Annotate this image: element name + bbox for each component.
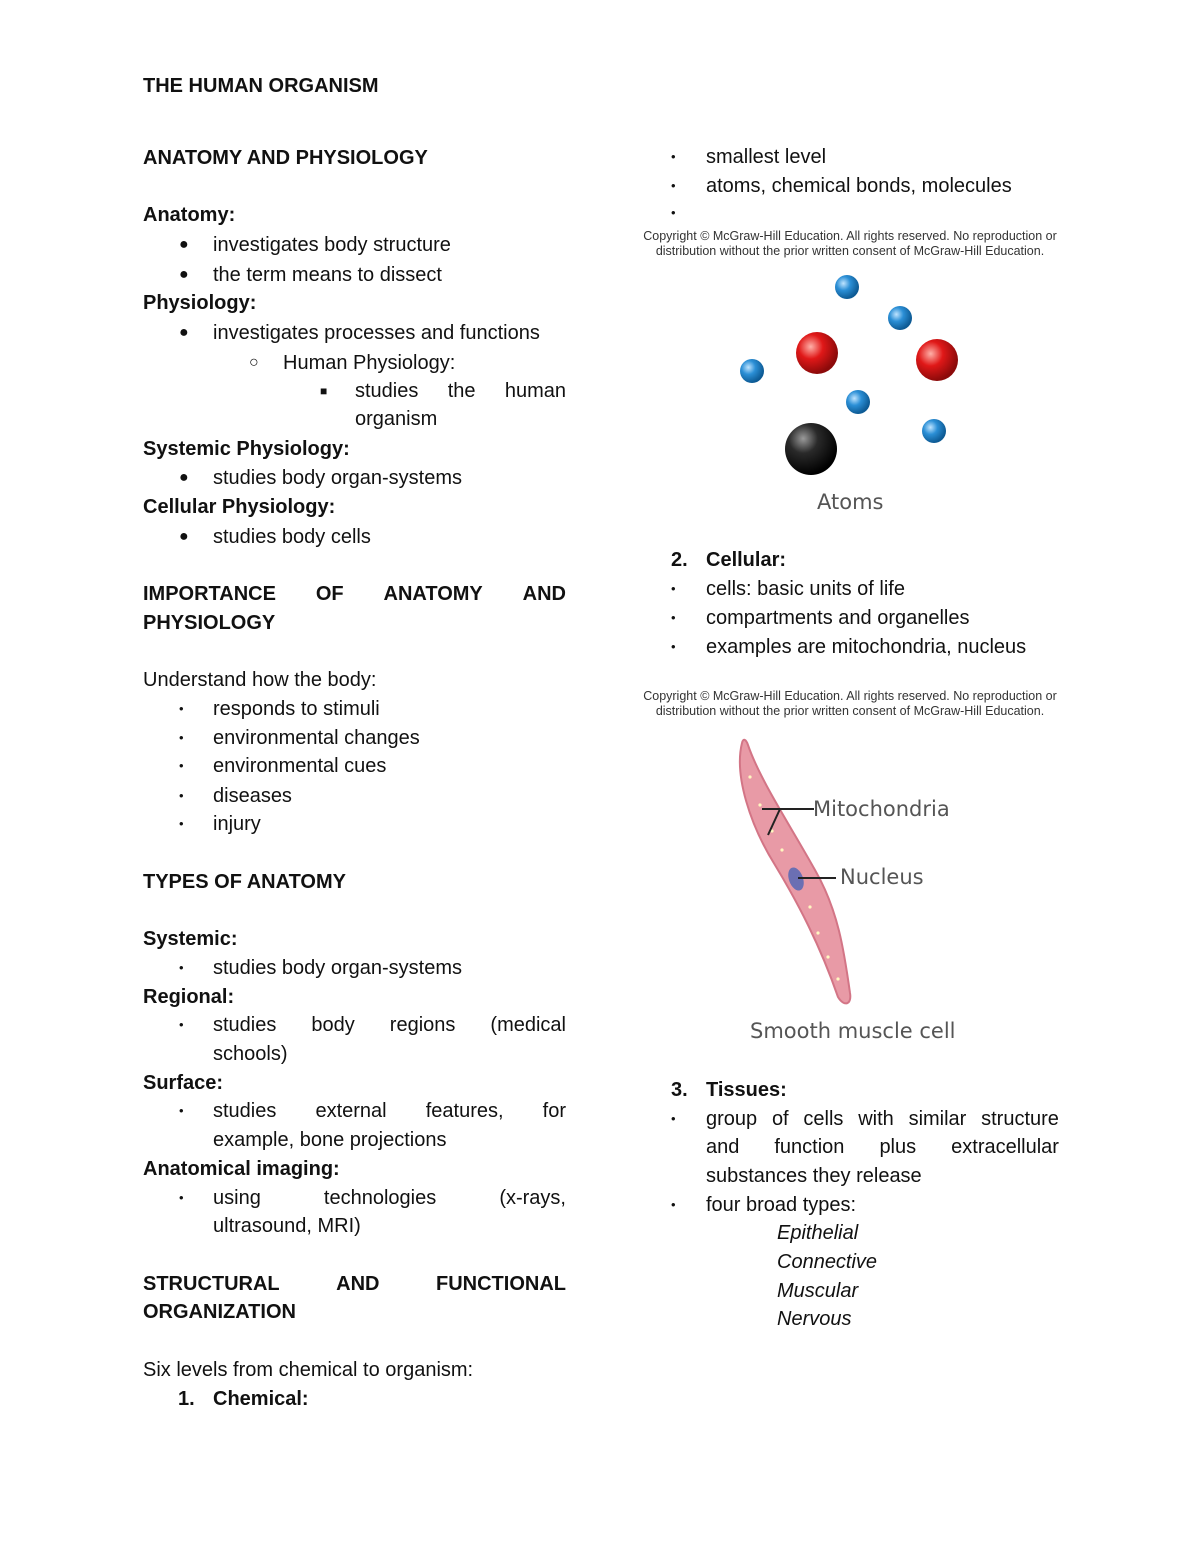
level-number: 3.: [671, 1079, 688, 1101]
word: body: [311, 1014, 355, 1036]
anatomy-item: investigates body structure: [213, 234, 451, 256]
physiology-label: Physiology:: [143, 292, 257, 314]
understand-item: responds to stimuli: [213, 698, 380, 720]
heading-structural: [143, 1272, 566, 1296]
heading-importance-cont: PHYSIOLOGY: [143, 612, 276, 634]
word: human: [504, 380, 566, 402]
word: STRUCTURAL: [143, 1273, 280, 1295]
understand-item: diseases: [213, 785, 292, 807]
mitochondrion: [816, 931, 819, 934]
word: for: [542, 1100, 566, 1122]
word: ANATOMY: [383, 583, 483, 605]
cellular-item: cells: basic units of life: [706, 578, 905, 600]
imaging-item-cont: ultrasound, MRI): [213, 1215, 361, 1237]
understand-intro: Understand how the body:: [143, 669, 377, 691]
bullet-icon: •: [671, 205, 676, 220]
systemic-physiology-item: studies body organ-systems: [213, 467, 463, 489]
word: extracellular: [951, 1136, 1059, 1158]
word: regions: [389, 1014, 456, 1036]
bullet-icon: ●: [179, 469, 189, 486]
bullet-icon: •: [671, 178, 676, 193]
atom-blue: [846, 390, 870, 414]
word: similar: [908, 1108, 967, 1130]
mitochondrion: [808, 905, 811, 908]
word: group: [706, 1108, 758, 1130]
word: features,: [425, 1100, 504, 1122]
mitochondrion: [758, 803, 761, 806]
tissue-type: Epithelial: [777, 1222, 859, 1244]
level-number: 2.: [671, 549, 688, 571]
square-bullet-icon: ■: [320, 384, 328, 398]
bullet-icon: •: [179, 1103, 184, 1118]
word: studies: [213, 1014, 277, 1036]
systemic-physiology-label: Systemic Physiology:: [143, 438, 350, 460]
imaging-item: [213, 1186, 566, 1210]
tissue-type: Nervous: [777, 1308, 852, 1330]
cellular-physiology-item: studies body cells: [213, 526, 371, 548]
regional-item: [213, 1013, 566, 1037]
bullet-icon: •: [671, 610, 676, 625]
copyright-line: Copyright © McGraw-Hill Education. All rights reserved. No reproduction or: [643, 229, 1057, 243]
bullet-icon: •: [671, 581, 676, 596]
copyright-notice: [610, 689, 1090, 719]
word: structure: [981, 1108, 1059, 1130]
imaging-label: Anatomical imaging:: [143, 1158, 340, 1180]
mitochondrion: [780, 848, 783, 851]
document-title: THE HUMAN ORGANISM: [143, 75, 379, 97]
atom-red: [916, 339, 958, 381]
anatomy-item: the term means to dissect: [213, 264, 442, 286]
heading-importance: [143, 582, 566, 606]
word: with: [858, 1108, 894, 1130]
bullet-icon: •: [179, 960, 184, 975]
circle-bullet-icon: ○: [249, 354, 259, 371]
word: (x-rays,: [499, 1187, 566, 1209]
word: FUNCTIONAL: [436, 1273, 566, 1295]
tissue-desc-end: substances they release: [706, 1165, 922, 1187]
atom-blue: [922, 419, 946, 443]
word: the: [447, 380, 476, 402]
word: technologies: [323, 1187, 437, 1209]
human-physiology-label: Human Physiology:: [283, 352, 456, 374]
human-physiology-desc-cont: organism: [355, 408, 438, 430]
atoms-figure: [720, 260, 980, 490]
bullet-icon: •: [179, 701, 184, 716]
bullet-icon: •: [179, 730, 184, 745]
systemic-item: studies body organ-systems: [213, 957, 463, 979]
bullet-icon: •: [179, 816, 184, 831]
word: studies: [355, 380, 419, 402]
systemic-label: Systemic:: [143, 928, 238, 950]
tissue-type: Muscular: [777, 1280, 859, 1302]
bullet-icon: •: [179, 1190, 184, 1205]
bullet-icon: •: [179, 758, 184, 773]
bullet-icon: ●: [179, 528, 189, 545]
mitochondria-label: Mitochondria: [813, 797, 950, 821]
atom-blue: [835, 275, 859, 299]
chemical-item: atoms, chemical bonds, molecules: [706, 175, 1012, 197]
atom-red: [796, 332, 838, 374]
cellular-physiology-label: Cellular Physiology:: [143, 496, 336, 518]
understand-item: environmental cues: [213, 755, 387, 777]
bullet-icon: •: [671, 639, 676, 654]
bullet-icon: ●: [179, 266, 189, 283]
level-cellular: Cellular:: [706, 549, 787, 571]
tissue-desc: [706, 1107, 1059, 1131]
word: AND: [522, 583, 566, 605]
word: using: [213, 1187, 261, 1209]
copyright-notice: [610, 229, 1090, 259]
word: plus: [879, 1136, 917, 1158]
atom-blue: [740, 359, 764, 383]
mitochondrion: [826, 955, 829, 958]
regional-item-cont: schools): [213, 1043, 288, 1065]
word: and: [706, 1136, 740, 1158]
word: cells: [803, 1108, 844, 1130]
bullet-icon: ●: [179, 324, 189, 341]
bullet-icon: •: [671, 149, 676, 164]
surface-item: [213, 1099, 566, 1123]
tissue-types-intro: four broad types:: [706, 1194, 857, 1216]
word: (medical: [490, 1014, 566, 1036]
bullet-icon: •: [179, 1017, 184, 1032]
surface-label: Surface:: [143, 1072, 224, 1094]
atom-black: [785, 423, 837, 475]
human-physiology-desc: [355, 379, 566, 403]
word: IMPORTANCE: [143, 583, 276, 605]
regional-label: Regional:: [143, 986, 235, 1008]
word: external: [315, 1100, 387, 1122]
bullet-icon: •: [671, 1111, 676, 1126]
word: OF: [315, 583, 344, 605]
level-number: 1.: [178, 1388, 195, 1410]
mitochondrion: [748, 775, 751, 778]
copyright-line: distribution without the prior written consent of McGraw-Hill Education.: [655, 704, 1045, 718]
copyright-line: distribution without the prior written consent of McGraw-Hill Education.: [655, 244, 1045, 258]
level-chemical: Chemical:: [213, 1388, 309, 1410]
cellular-item: compartments and organelles: [706, 607, 970, 629]
heading-types-of-anatomy: TYPES OF ANATOMY: [143, 871, 346, 893]
bullet-icon: •: [671, 1197, 676, 1212]
bullet-icon: •: [179, 788, 184, 803]
level-tissues: Tissues:: [706, 1079, 787, 1101]
copyright-line: Copyright © McGraw-Hill Education. All rights reserved. No reproduction or: [643, 689, 1057, 703]
anatomy-label: Anatomy:: [143, 204, 236, 226]
heading-structural-cont: ORGANIZATION: [143, 1301, 296, 1323]
cellular-item: examples are mitochondria, nucleus: [706, 636, 1027, 658]
word: of: [771, 1108, 789, 1130]
atoms-label: Atoms: [817, 490, 884, 514]
word: function: [774, 1136, 845, 1158]
chemical-item: smallest level: [706, 146, 827, 168]
tissue-type: Connective: [777, 1251, 878, 1273]
surface-item-cont: example, bone projections: [213, 1129, 447, 1151]
cell-caption: Smooth muscle cell: [750, 1019, 956, 1043]
heading-anatomy-physiology: ANATOMY AND PHYSIOLOGY: [143, 147, 428, 169]
understand-item: injury: [213, 813, 261, 835]
bullet-icon: ●: [179, 236, 189, 253]
six-levels-intro: Six levels from chemical to organism:: [143, 1359, 474, 1381]
word: AND: [336, 1273, 380, 1295]
physiology-item: investigates processes and functions: [213, 322, 540, 344]
understand-item: environmental changes: [213, 727, 420, 749]
mitochondrion: [836, 977, 839, 980]
nucleus-label: Nucleus: [840, 865, 924, 889]
atom-blue: [888, 306, 912, 330]
tissue-desc-cont: [706, 1135, 1059, 1159]
word: studies: [213, 1100, 277, 1122]
